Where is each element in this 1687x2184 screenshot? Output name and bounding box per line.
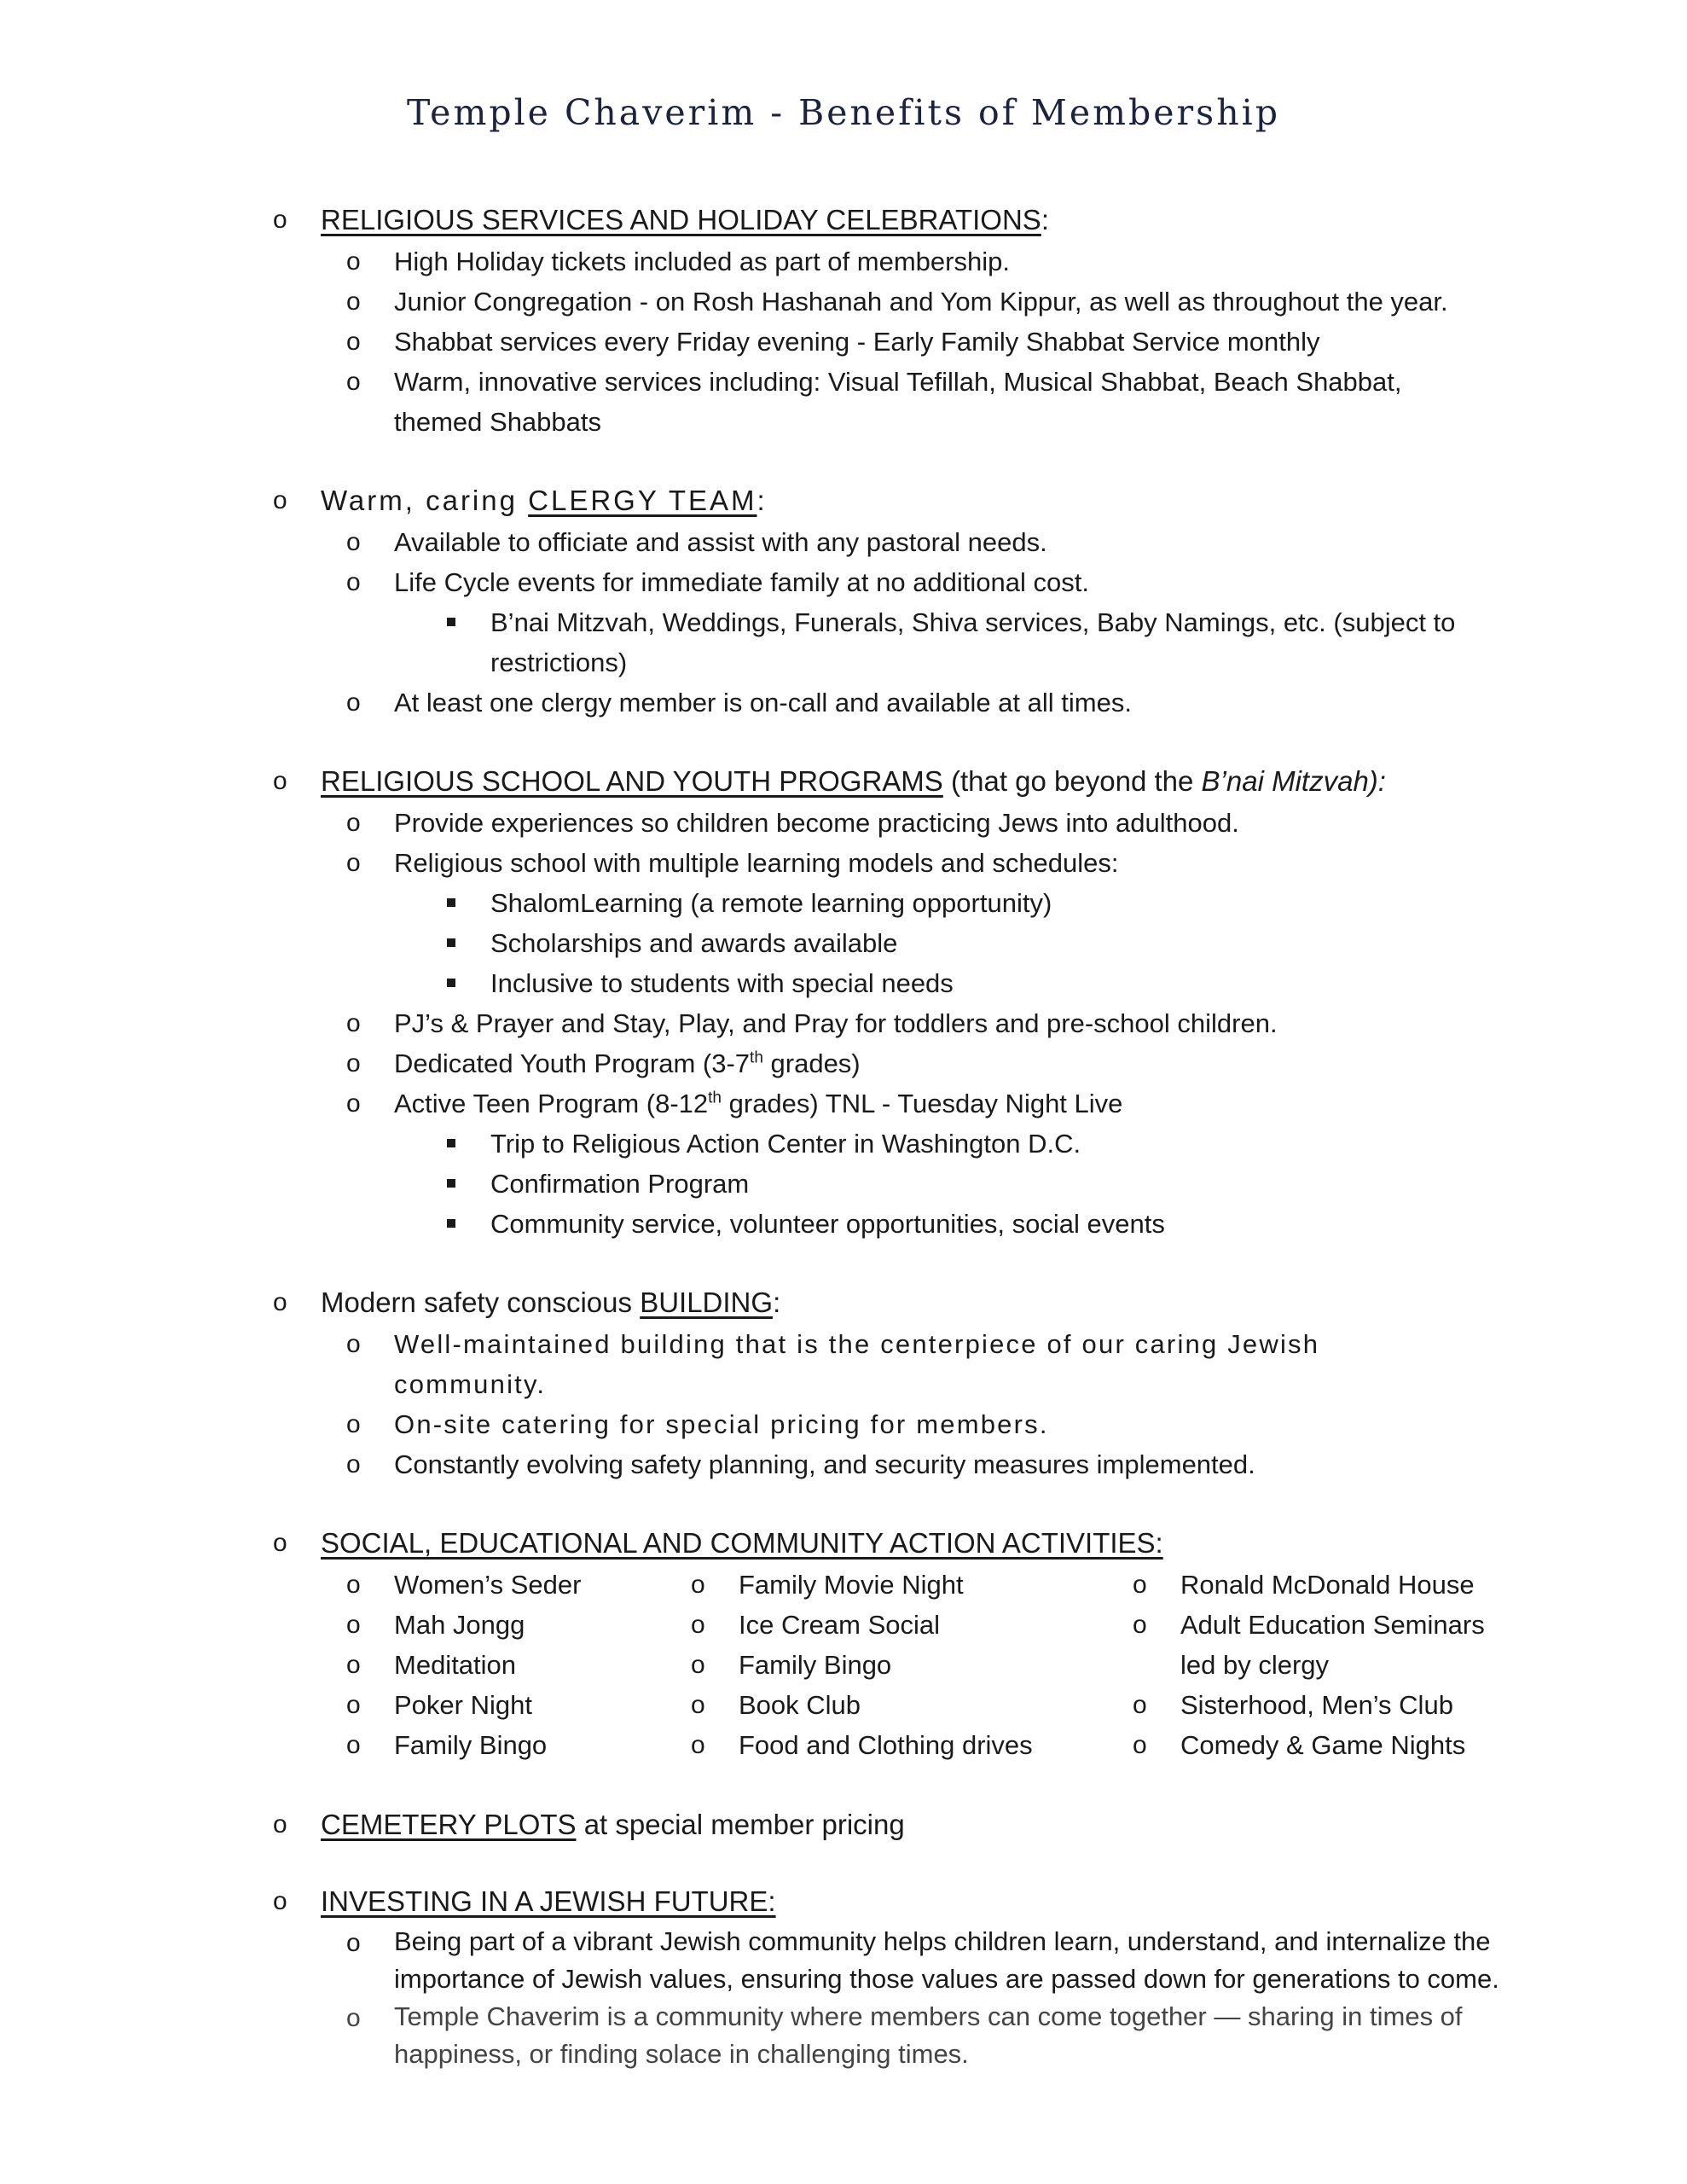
section-heading (273, 199, 1535, 241)
circle-bullet-icon: o (691, 1691, 705, 1719)
superscript: th (750, 1048, 763, 1067)
item-text: Family Movie Night (739, 1570, 964, 1600)
list-item (691, 1565, 1033, 1605)
circle-bullet-icon: o (346, 1571, 361, 1599)
activities-column-2 (691, 1565, 1033, 1765)
superscript: th (708, 1089, 722, 1107)
item-text: Religious school with multiple learning models and schedules: (394, 848, 1119, 878)
heading-suffix: : (757, 485, 765, 516)
circle-bullet-icon: o (346, 1929, 361, 1957)
item-text: Life Cycle events for immediate family at no additional cost. (394, 567, 1089, 597)
section-religious-services (273, 199, 1535, 442)
list-item (691, 1645, 1033, 1685)
list-item (273, 522, 1535, 562)
square-bullet-icon (447, 1139, 455, 1147)
circle-bullet-icon: o (273, 1529, 287, 1557)
sub-list-item (273, 1124, 1535, 1164)
list-item (1133, 1565, 1491, 1605)
section-heading (273, 1281, 1535, 1324)
list-item (346, 1565, 581, 1605)
circle-bullet-icon: o (346, 1450, 361, 1478)
page-title: Temple Chaverim - Benefits of Membership (407, 92, 1280, 133)
heading-label: SOCIAL, EDUCATIONAL AND COMMUNITY ACTION ACTIVITIES: (321, 1527, 1163, 1559)
list-item (273, 562, 1535, 602)
item-text: Scholarships and awards available (490, 928, 898, 958)
circle-bullet-icon: o (691, 1731, 705, 1759)
circle-bullet-icon: o (346, 1009, 361, 1037)
item-text: Trip to Religious Action Center in Washington D.C. (490, 1129, 1081, 1159)
square-bullet-icon (447, 1179, 455, 1188)
sub-list-item (273, 1204, 1535, 1244)
circle-bullet-icon: o (273, 206, 287, 234)
circle-bullet-icon: o (346, 328, 361, 356)
circle-bullet-icon: o (346, 1731, 361, 1759)
item-text: ShalomLearning (a remote learning opportunity) (490, 888, 1052, 918)
item-text: On-site catering for special pricing for members. (394, 1409, 1049, 1439)
section-heading (273, 760, 1535, 803)
item-text: At least one clergy member is on-call and available at all times. (394, 688, 1132, 717)
list-item (346, 1605, 581, 1645)
circle-bullet-icon: o (1133, 1571, 1147, 1599)
list-item (273, 1404, 1535, 1444)
list-item (273, 1444, 1535, 1484)
item-text: Active Teen Program (8-12 (394, 1089, 709, 1118)
list-item (691, 1725, 1033, 1765)
section-heading (273, 1880, 1535, 1923)
activities-column-1 (346, 1565, 581, 1765)
circle-bullet-icon: o (346, 809, 361, 837)
list-item (273, 362, 1535, 442)
section-heading (273, 479, 1535, 522)
list-item (273, 1083, 1535, 1124)
list-item (273, 1324, 1535, 1404)
circle-bullet-icon: o (346, 1691, 361, 1719)
heading-suffix: : (1041, 204, 1049, 235)
item-text: Temple Chaverim is a community where members can come together — sharing in times of happiness, or finding solace in challenging times. (394, 2001, 1463, 2069)
list-item (1133, 1725, 1491, 1765)
circle-bullet-icon: o (346, 1049, 361, 1077)
list-item (346, 1685, 581, 1725)
list-item (1133, 1685, 1491, 1725)
list-item (273, 322, 1535, 362)
heading-label: INVESTING IN A JEWISH FUTURE: (321, 1885, 776, 1917)
circle-bullet-icon: o (346, 568, 361, 596)
item-text: Warm, innovative services including: Visual Tefillah, Musical Shabbat, Beach Shabbat, themed Shabbats (394, 367, 1402, 437)
circle-bullet-icon: o (346, 247, 361, 276)
item-text: Mah Jongg (394, 1610, 525, 1640)
circle-bullet-icon: o (273, 486, 287, 514)
list-item (273, 803, 1535, 843)
item-text: Book Club (739, 1690, 861, 1720)
circle-bullet-icon: o (346, 1089, 361, 1118)
section-building (273, 1281, 1535, 1484)
item-text: Adult Education Seminars led by clergy (1180, 1610, 1485, 1680)
list-item (346, 1725, 581, 1765)
heading-prefix: Warm, caring (321, 485, 529, 516)
item-text: Provide experiences so children become practicing Jews into adulthood. (394, 808, 1239, 838)
list-item (273, 1923, 1535, 1998)
circle-bullet-icon: o (346, 528, 361, 556)
heading-suffix: at special member pricing (576, 1809, 905, 1840)
heading-label: BUILDING (640, 1287, 774, 1318)
item-text: Dedicated Youth Program (3-7 (394, 1048, 751, 1078)
list-item (273, 241, 1535, 282)
heading-label: RELIGIOUS SCHOOL AND YOUTH PROGRAMS (321, 765, 943, 797)
item-text: Ronald McDonald House (1180, 1570, 1475, 1600)
item-text: Confirmation Program (490, 1169, 750, 1199)
item-text: Sisterhood, Men’s Club (1180, 1690, 1453, 1720)
circle-bullet-icon: o (691, 1571, 705, 1599)
circle-bullet-icon: o (346, 1651, 361, 1679)
circle-bullet-icon: o (346, 688, 361, 717)
section-clergy-team (273, 479, 1535, 723)
heading-label: RELIGIOUS SERVICES AND HOLIDAY CELEBRATIONS (321, 204, 1041, 235)
square-bullet-icon (447, 979, 455, 987)
section-religious-school (273, 760, 1535, 1244)
membership-benefits-list (273, 199, 1535, 2116)
circle-bullet-icon: o (346, 1330, 362, 1358)
item-text: Family Bingo (394, 1730, 548, 1760)
item-text: Constantly evolving safety planning, and security measures implemented. (394, 1449, 1255, 1479)
list-item (273, 682, 1535, 723)
activities-columns (273, 1565, 1535, 1766)
square-bullet-icon (447, 1219, 455, 1228)
circle-bullet-icon: o (273, 1887, 287, 1915)
circle-bullet-icon: o (1133, 1731, 1147, 1759)
item-text: grades) TNL - Tuesday Night Live (722, 1089, 1123, 1118)
item-text: Being part of a vibrant Jewish community helps children learn, understand, and internalize the importance of Jewish values, ensuring those values are passed down for generations to come. (394, 1926, 1499, 1994)
item-text: grades) (762, 1048, 861, 1078)
circle-bullet-icon: o (1133, 1691, 1147, 1719)
section-heading (273, 1804, 1535, 1846)
list-item (273, 843, 1535, 883)
section-jewish-future (273, 1880, 1535, 2073)
item-text: Ice Cream Social (739, 1610, 941, 1640)
circle-bullet-icon: o (346, 1410, 362, 1438)
item-text: Community service, volunteer opportunities, social events (490, 1209, 1165, 1239)
square-bullet-icon (447, 618, 455, 626)
sub-list-item (273, 1164, 1535, 1204)
list-item (273, 1003, 1535, 1043)
square-bullet-icon (447, 938, 455, 947)
heading-suffix: : (773, 1287, 781, 1318)
list-item (273, 1043, 1535, 1083)
item-text: High Holiday tickets included as part of membership. (394, 247, 1010, 276)
item-text: Women’s Seder (394, 1570, 582, 1600)
item-text: Available to officiate and assist with any pastoral needs. (394, 527, 1047, 557)
item-text: Meditation (394, 1650, 517, 1680)
heading-prefix: Modern safety conscious (321, 1287, 641, 1318)
item-text: Inclusive to students with special needs (490, 968, 954, 998)
item-text: Comedy & Game Nights (1180, 1730, 1466, 1760)
circle-bullet-icon: o (1133, 1611, 1147, 1639)
list-item (273, 1998, 1535, 2073)
activities-column-3 (1133, 1565, 1491, 1765)
circle-bullet-icon: o (346, 2004, 361, 2032)
item-text: B’nai Mitzvah, Weddings, Funerals, Shiva services, Baby Namings, etc. (subject to restrictions) (490, 607, 1456, 677)
item-text: PJ’s & Prayer and Stay, Play, and Pray for toddlers and pre-school children. (394, 1008, 1278, 1038)
circle-bullet-icon: o (273, 767, 287, 795)
list-item (346, 1645, 581, 1685)
sub-list-item (273, 883, 1535, 923)
list-item (691, 1605, 1033, 1645)
item-text: Food and Clothing drives (739, 1730, 1033, 1760)
item-text: Family Bingo (739, 1650, 892, 1680)
heading-label: CEMETERY PLOTS (321, 1809, 577, 1840)
circle-bullet-icon: o (346, 1611, 361, 1639)
item-text: Shabbat services every Friday evening - Early Family Shabbat Service monthly (394, 327, 1320, 357)
circle-bullet-icon: o (346, 368, 361, 396)
list-item (691, 1685, 1033, 1725)
section-heading (273, 1522, 1535, 1565)
item-text: Poker Night (394, 1690, 532, 1720)
item-text: Well-maintained building that is the centerpiece of our caring Jewish community. (394, 1329, 1320, 1399)
circle-bullet-icon: o (273, 1288, 287, 1316)
circle-bullet-icon: o (346, 849, 361, 877)
circle-bullet-icon: o (691, 1651, 705, 1679)
list-item (273, 282, 1535, 322)
sub-list-item (273, 602, 1535, 682)
circle-bullet-icon: o (273, 1810, 287, 1838)
sub-list-item (273, 963, 1535, 1003)
item-text: Junior Congregation - on Rosh Hashanah and Yom Kippur, as well as throughout the year. (394, 287, 1448, 317)
circle-bullet-icon: o (691, 1611, 705, 1639)
section-cemetery-plots (273, 1804, 1535, 1846)
list-item (1133, 1605, 1504, 1685)
heading-label: CLERGY TEAM (528, 485, 757, 516)
heading-italic: B’nai Mitzvah): (1201, 765, 1386, 797)
circle-bullet-icon: o (346, 288, 361, 316)
section-activities (273, 1522, 1535, 1766)
heading-suffix: (that go beyond the (942, 765, 1202, 797)
sub-list-item (273, 923, 1535, 963)
square-bullet-icon (447, 898, 455, 907)
